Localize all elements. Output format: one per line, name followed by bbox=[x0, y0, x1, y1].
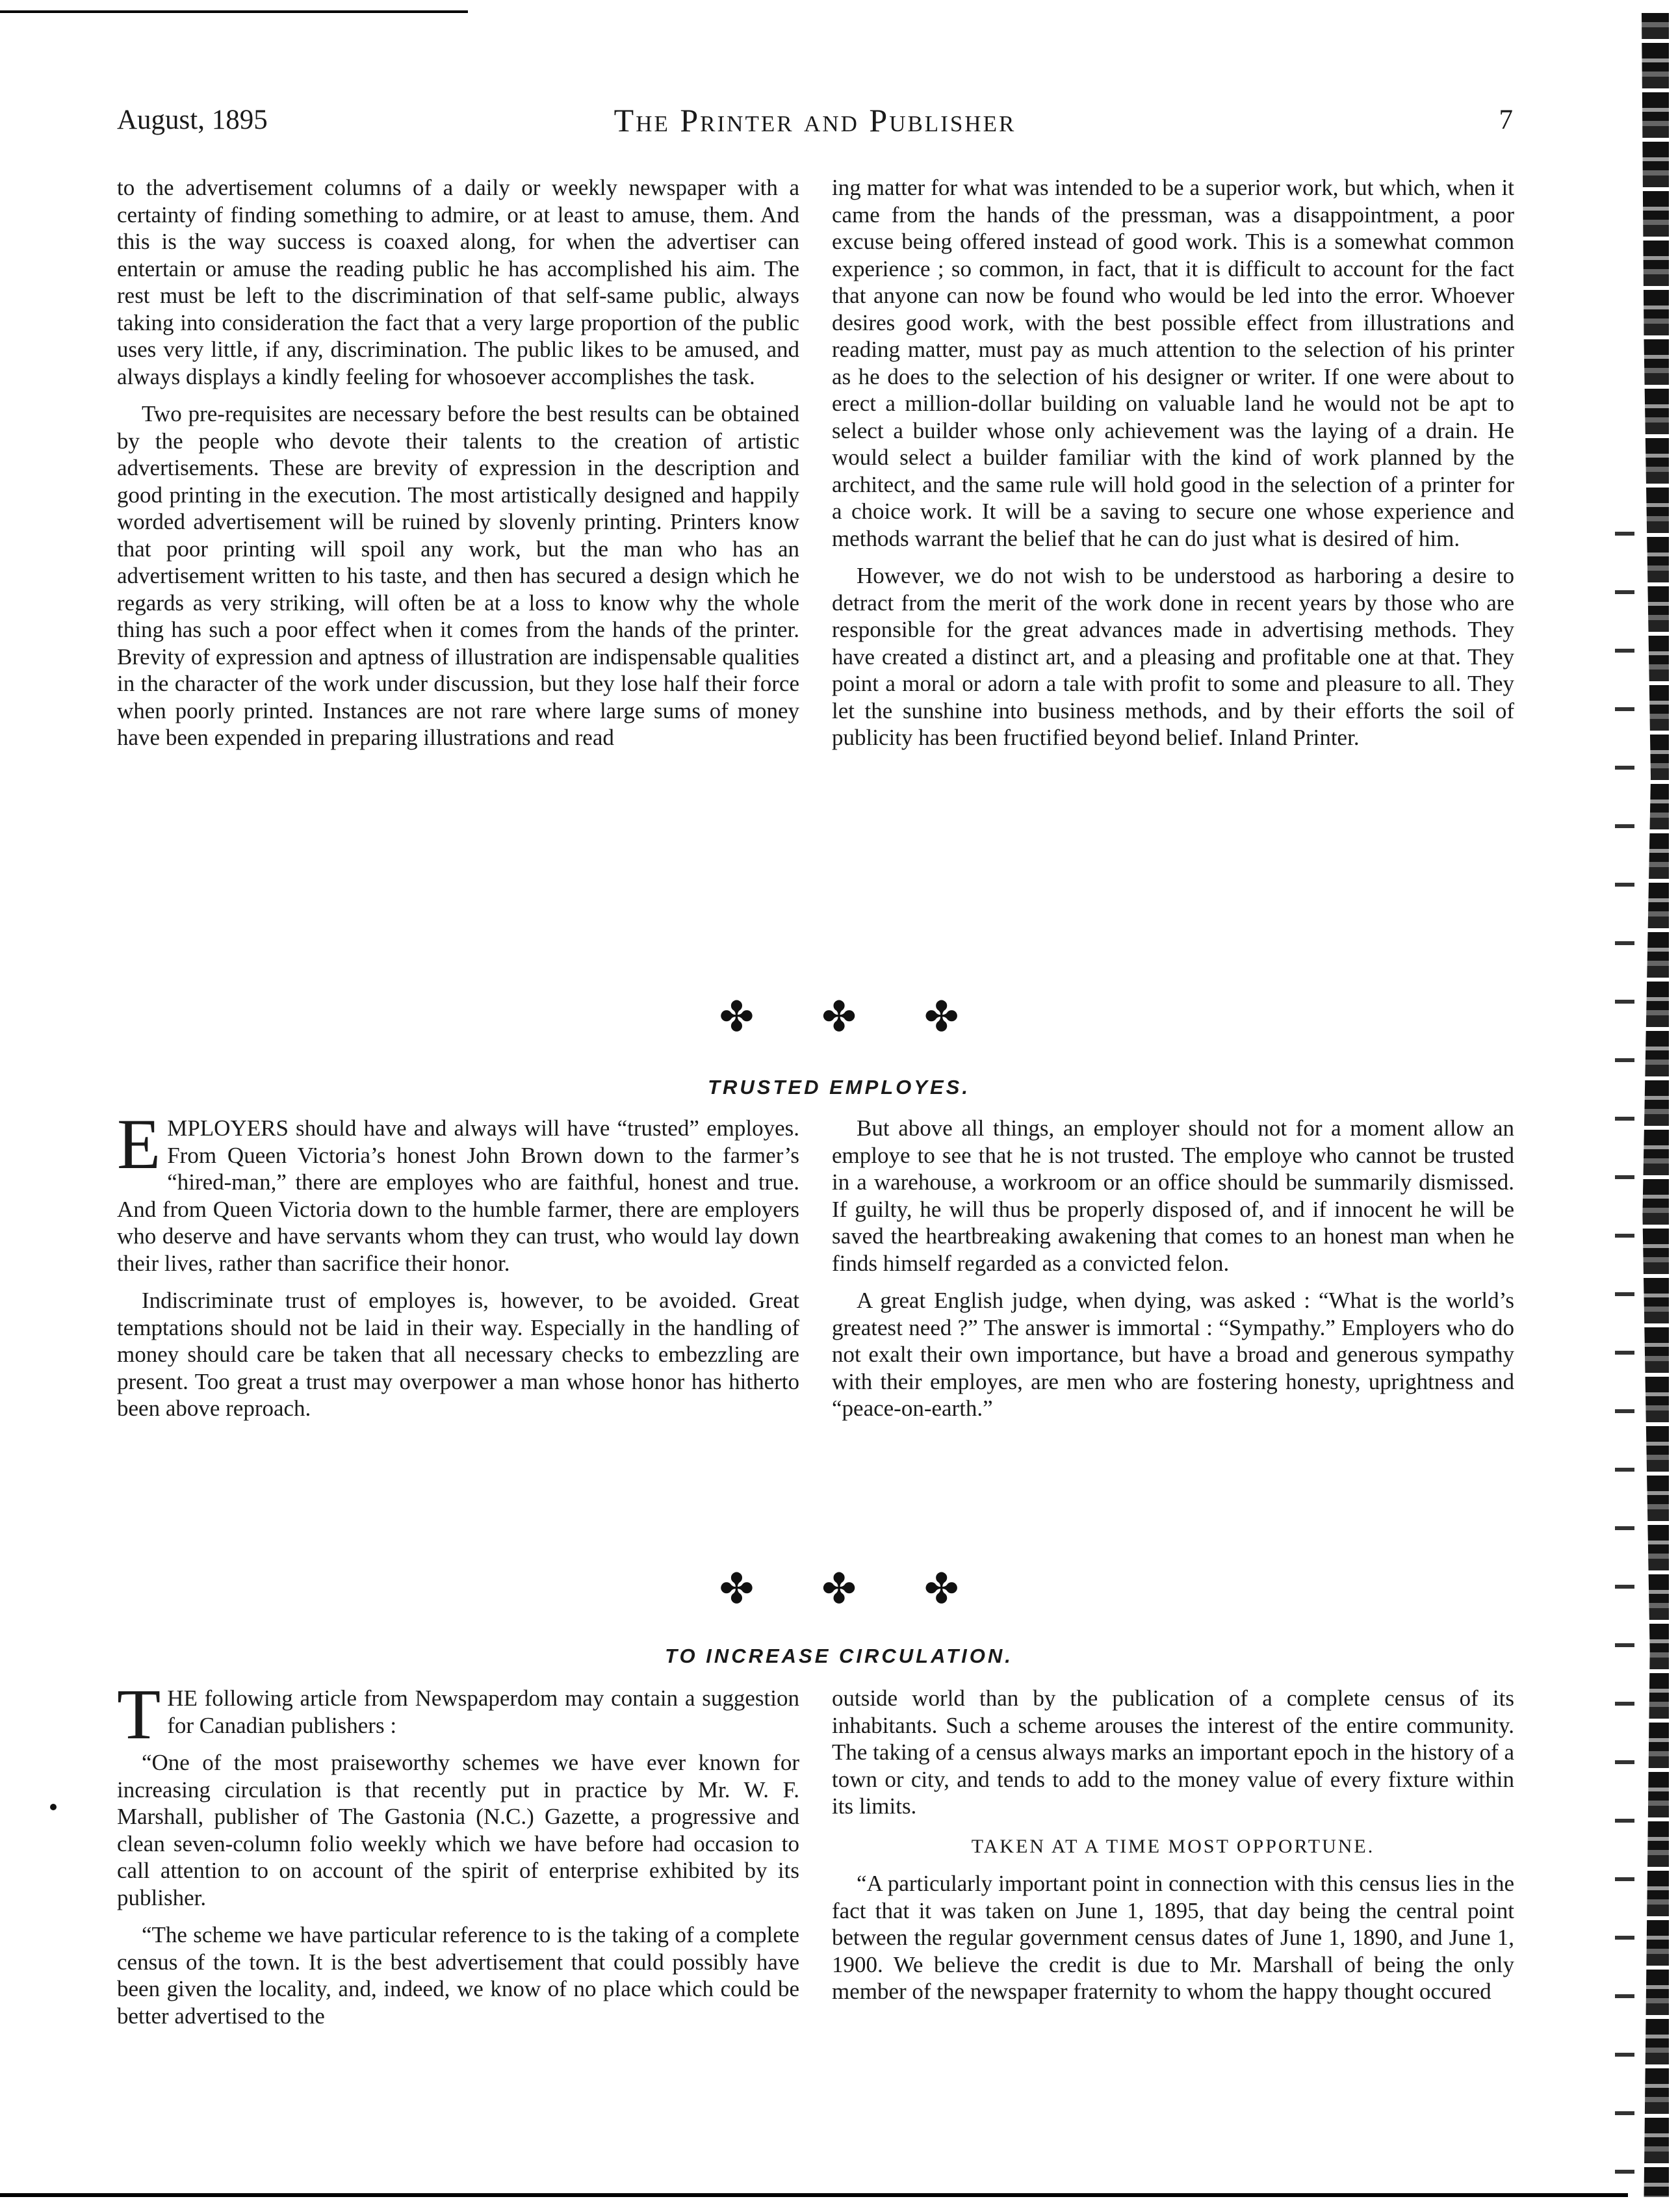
circulation-right-column bbox=[832, 1685, 1514, 2005]
issue-date: August, 1895 bbox=[117, 105, 268, 135]
page-number: 7 bbox=[1499, 105, 1513, 135]
paragraph: outside world than by the publication of a complete census of its inhabitants. Such a scheme arouses the interest of the entire community. The taking of a census always marks an important epoch in the history of a town or city, and tends to add to the money value of every fixture within its limits. bbox=[832, 1685, 1514, 1819]
paragraph: ing matter for what was intended to be a superior work, but which, when it came from the hands of the pressman, was a disappointment, a poor excuse being offered instead of good work. This is a somewhat common experience ; so common, in fact, that it is difficult to account for the fact that anyone can now be found who would be led into the error. Whoever desires good work, with the best possible effect from illustrations and reading matter, must pay as much attention to the selection of his printer as he does to the selection of his designer or writer. If one were about to erect a million-dollar building on valuable land he would not be apt to select a builder whose only achievement was the laying of a drain. He would select a builder familiar with the kind of work planned by the architect, and the same rule will hold good in the selection of a printer for a choice work. It will be a saving to secure one whose experience and methods warrant the belief that he can do just what is desired of him. bbox=[832, 175, 1514, 551]
circulation-left-column bbox=[117, 1674, 799, 2029]
drop-cap: E bbox=[117, 1104, 161, 1184]
margin-dot bbox=[50, 1804, 57, 1810]
paragraph: to the advertisement columns of a daily or weekly newspaper with a certainty of finding something to admire, or at least to amuse, them. And this is the way success is coaxed along, for when the advertiser can entertain or amuse the reading public he has accomplished his aim. The rest must be left to the discrimination of that self-same public, always taking into consideration the fact that a very large proportion of the public uses very little, if any, discrimination. The public likes to be amused, and always displays a kindly feeling for whosoever accomplishes the task. bbox=[117, 175, 799, 389]
paragraph: “One of the most praiseworthy schemes we have ever known for increasing circulation is that recently put in practice by Mr. W. F. Marshall, publisher of The Gastonia (N.C.) Gazette, a progressive and clean seven-column folio weekly which we have before had occasion to call attention to on account of the spirit of enterprise exhibited by its publisher. bbox=[117, 1750, 799, 1910]
ornament-divider bbox=[0, 993, 1678, 1041]
subheading: TAKEN AT A TIME MOST OPPORTUNE. bbox=[971, 1835, 1375, 1857]
section-title-trusted-employes: TRUSTED EMPLOYES. bbox=[708, 1076, 970, 1099]
paragraph: A great English judge, when dying, was asked : “What is the world’s greatest need ?” The answer is immortal : “Sympathy.” Employers who do not exalt their own importance, but have a broad and generous sympathy with their employes, are men who are fostering honesty, uprightness and “peace-on-earth.” bbox=[832, 1288, 1514, 1421]
bottom-rule bbox=[0, 2193, 1628, 2197]
section-title-increase-circulation: TO INCREASE CIRCULATION. bbox=[665, 1645, 1013, 1667]
top-rule bbox=[0, 10, 468, 13]
scan-edge-marks bbox=[1615, 507, 1634, 2184]
fleuron-icon: ✤ bbox=[719, 994, 755, 1040]
fleuron-icon: ✤ bbox=[821, 1566, 857, 1612]
ornament-divider bbox=[0, 1565, 1678, 1613]
fleuron-icon: ✤ bbox=[923, 994, 959, 1040]
paragraph: “A particularly important point in connection with this census lies in the fact that it was taken on June 1, 1895, that day being the central point between the regular government census dates of June 1, 1890, and June 1, 1900. We believe the credit is due to Mr. Marshall of being the only member of the newspaper fraternity to whom the happy thought occured bbox=[832, 1871, 1514, 2004]
paragraph: Indiscriminate trust of employes is, however, to be avoided. Great temptations should not be laid in their way. Especially in the handling of money should care be taken that all necessary checks to embezzling are present. Too great a trust may overpower a man whose honor has hitherto been above reproach. bbox=[117, 1288, 799, 1421]
paragraph: MPLOYERS should have and always will have “trusted” employes. From Queen Victoria’s honest John Brown down to the farmer’s “hired-man,” there are employes who are faithful, honest and true. And from Queen Victoria down to the humble farmer, there are employers who deserve and have servants whom they can trust, who would lay down their lives, rather than sacrifice their honor. bbox=[117, 1115, 799, 1276]
paragraph: However, we do not wish to be understood as harboring a desire to detract from the merit of the work done in recent years by those who are responsible for the great advances made in advertising methods. They have created a distinct art, and a pleasing and profitable one at that. They point a moral or adorn a tale with profit to some and pleasure to all. They let the sunshine into business methods, and by their efforts the soil of publicity has been fructified beyond belief. Inland Printer. bbox=[832, 563, 1514, 750]
top-right-column bbox=[832, 174, 1514, 751]
running-head bbox=[117, 98, 1513, 143]
paragraph: HE following article from Newspaperdom may contain a suggestion for Canadian publishers : bbox=[167, 1685, 799, 1738]
publication-title: The Printer and Publisher bbox=[613, 102, 1016, 138]
fleuron-icon: ✤ bbox=[719, 1566, 755, 1612]
top-left-column bbox=[117, 174, 799, 751]
trusted-right-column bbox=[832, 1115, 1514, 1422]
fleuron-icon: ✤ bbox=[923, 1566, 959, 1612]
paragraph: But above all things, an employer should not for a moment allow an employe to see that he is not trusted. The employe who cannot be trusted in a warehouse, a workroom or an office should be summarily dismissed. If guilty, he will thus be properly disposed of, and if innocent he will be saved the heartbreaking awakening that comes to an honest man when he finds himself regarded as a convicted felon. bbox=[832, 1115, 1514, 1276]
trusted-left-column bbox=[117, 1104, 799, 1422]
fleuron-icon: ✤ bbox=[821, 994, 857, 1040]
paragraph: Two pre-requisites are necessary before the best results can be obtained by the people who devote their talents to the creation of artistic advertisements. These are brevity of expression in the description and good printing in the execution. The most artistically designed and happily worded advertisement will be ruined by slovenly printing. Printers know that poor printing will spoil any work, but the man who has an advertisement written to his taste, and then has secured a design which he regards as very striking, will often be at a loss to know why the whole thing has such a poor effect when it comes from the hands of the printer. Brevity of expression and aptness of illustration are indispensable qualities in the character of the work under discussion, but they lose half their force when poorly printed. Instances are not rare where large sums of money have been expended in preparing illustrations and read bbox=[117, 401, 799, 750]
paragraph: “The scheme we have particular reference to is the taking of a complete census of the town. It is the best advertisement that could possibly have been given the locality, and, indeed, we know of no place which could be better advertised to the bbox=[117, 1922, 799, 2029]
drop-cap: T bbox=[117, 1674, 161, 1754]
